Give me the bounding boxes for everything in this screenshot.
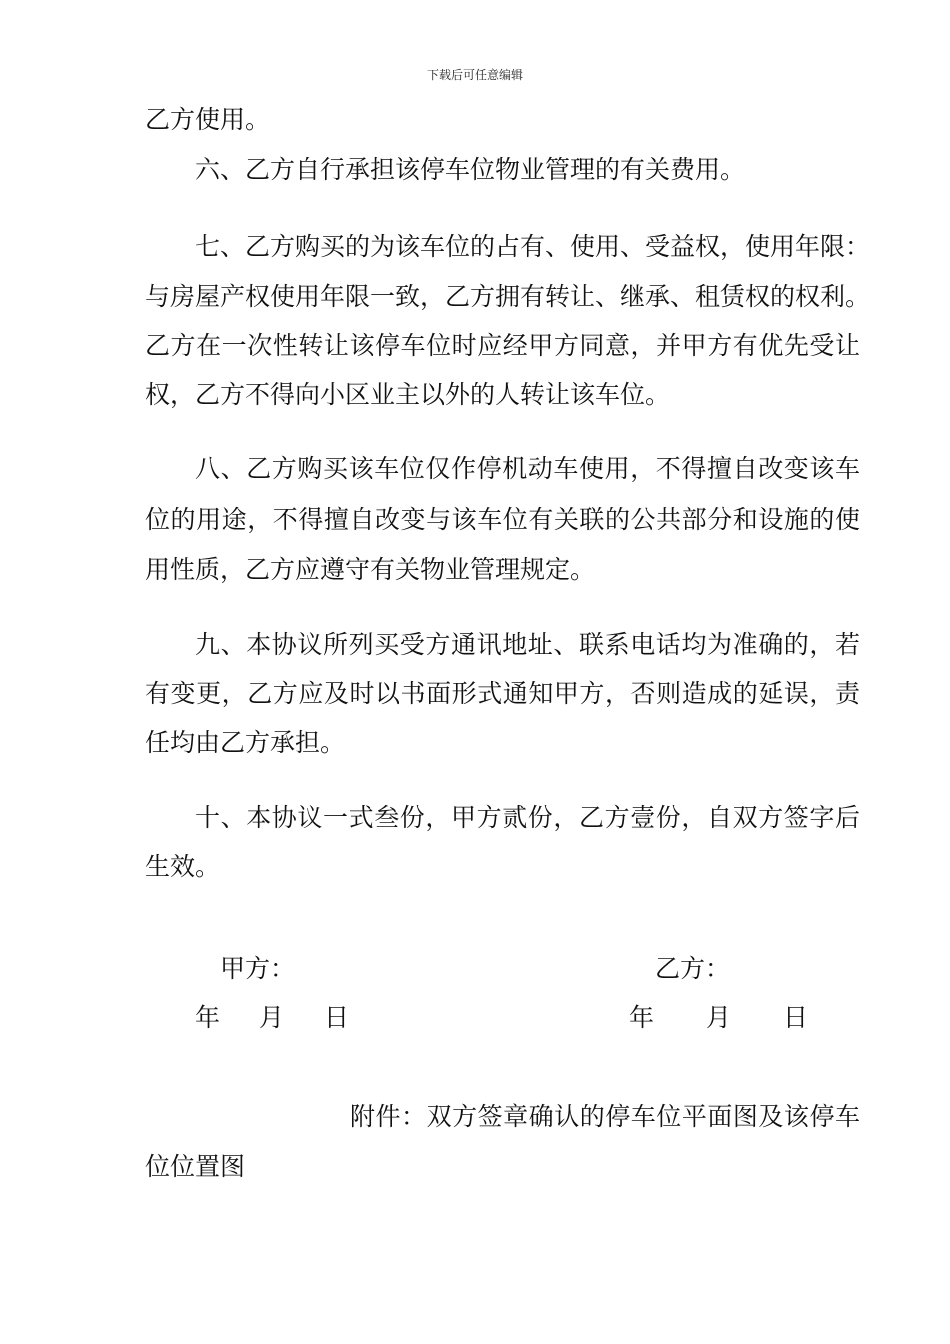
party-b-signature-label: 乙方： (655, 954, 731, 983)
paragraph-7-line-3: 乙方在一次性转让该停车位时应经甲方同意，并甲方有优先受让 (145, 331, 860, 360)
paragraph-8-line-3: 用性质，乙方应遵守有关物业管理规定。 (145, 555, 596, 584)
paragraph-10-line-1: 十、本协议一式叁份，甲方贰份，乙方壹份，自双方签字后 (195, 803, 860, 832)
party-a-date-month: 月 (259, 1003, 285, 1032)
party-b-date-day: 日 (783, 1003, 809, 1032)
party-b-date-year: 年 (629, 1003, 655, 1032)
paragraph-7-line-4: 权，乙方不得向小区业主以外的人转让该车位。 (145, 380, 671, 409)
paragraph-6: 六、乙方自行承担该停车位物业管理的有关费用。 (195, 155, 746, 184)
attachment-line-1: 附件：双方签章确认的停车位平面图及该停车 (350, 1102, 860, 1131)
paragraph-9-line-1: 九、本协议所列买受方通讯地址、联系电话均为准确的，若 (195, 630, 860, 659)
party-a-date-day: 日 (324, 1003, 350, 1032)
paragraph-9-line-3: 任均由乙方承担。 (145, 728, 346, 757)
party-a-signature-label: 甲方： (220, 954, 296, 983)
party-a-date-year: 年 (195, 1003, 221, 1032)
paragraph-9-line-2: 有变更，乙方应及时以书面形式通知甲方，否则造成的延误，责 (145, 679, 860, 708)
party-b-date-month: 月 (706, 1003, 732, 1032)
attachment-line-2: 位位置图 (145, 1152, 246, 1181)
paragraph-8-line-1: 八、乙方购买该车位仅作停机动车使用，不得擅自改变该车 (195, 454, 860, 483)
paragraph-5-tail: 乙方使用。 (145, 105, 271, 134)
paragraph-7-line-2: 与房屋产权使用年限一致，乙方拥有转让、继承、租赁权的权利。 (145, 282, 871, 311)
page-header-note: 下载后可任意编辑 (426, 68, 523, 82)
paragraph-10-line-2: 生效。 (145, 852, 221, 881)
paragraph-8-line-2: 位的用途，不得擅自改变与该车位有关联的公共部分和设施的使 (145, 505, 860, 534)
paragraph-7-line-1: 七、乙方购买的为该车位的占有、使用、受益权，使用年限： (195, 232, 871, 261)
